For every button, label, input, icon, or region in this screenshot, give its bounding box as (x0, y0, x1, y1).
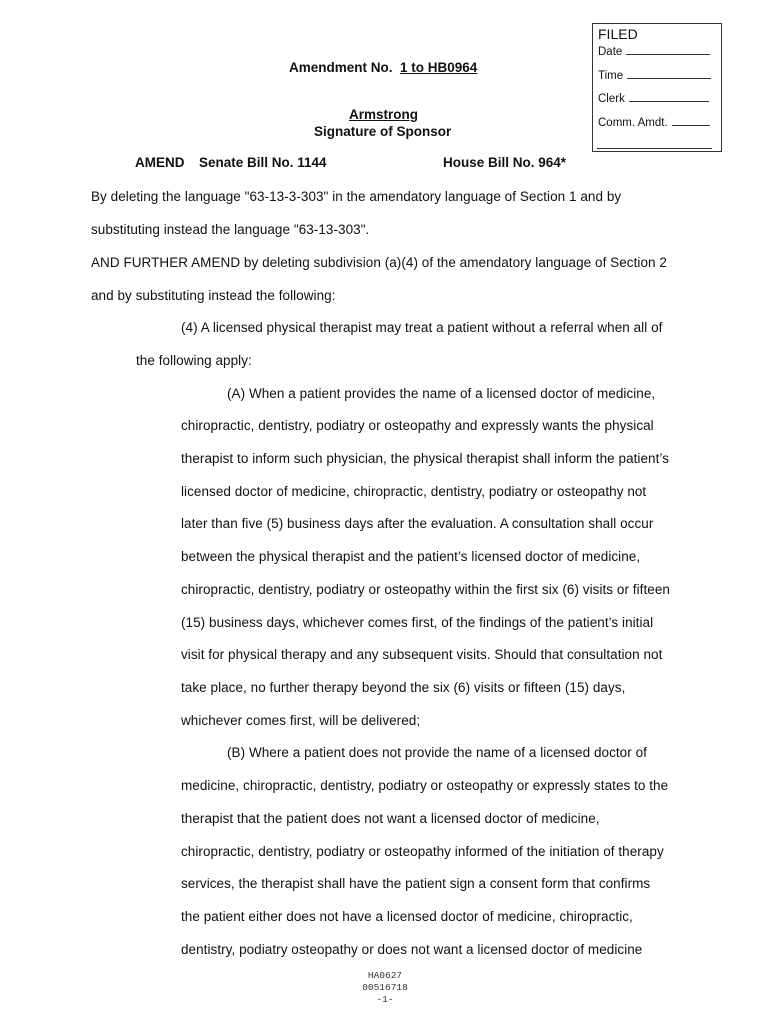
body-line: services, the therapist shall have the patient sign a consent form that confirms (181, 876, 651, 891)
filed-comm-amdt-label: Comm. Amdt. (598, 117, 668, 129)
body-line: licensed doctor of medicine, chiropractic, dentistry, podiatry or osteopathy not (181, 484, 647, 499)
body-line: later than five (5) business days after the evaluation. A consultation shall occur (181, 516, 654, 531)
page-number: -1- (376, 994, 394, 1005)
filed-clerk-label: Clerk (598, 93, 625, 105)
filed-clerk-blank (629, 91, 709, 102)
body-line: AND FURTHER AMEND by deleting subdivision (a)(4) of the amendatory language of Section 2 (91, 255, 667, 270)
filed-title: FILED (598, 26, 638, 42)
filed-time-row (598, 68, 711, 82)
body-line: between the physical therapist and the patient’s licensed doctor of medicine, (181, 549, 641, 564)
body-line: (15) business days, whichever comes first, of the findings of the patient’s initial (181, 615, 654, 630)
body-line: chiropractic, dentistry, podiatry or osteopathy informed of the initiation of therapy (181, 844, 664, 859)
sponsor-caption: Signature of Sponsor (314, 124, 452, 139)
filed-time-label: Time (598, 70, 624, 82)
body-line: whichever comes first, will be delivered; (181, 713, 421, 728)
body-line: (4) A licensed physical therapist may treat a patient without a referral when all of (181, 320, 663, 335)
body-line: (B) Where a patient does not provide the name of a licensed doctor of (227, 745, 647, 760)
body-line: therapist to inform such physician, the physical therapist shall inform the patient’s (181, 451, 669, 466)
body-line: and by substituting instead the following: (91, 288, 336, 303)
amendment-prefix: Amendment No. (289, 60, 393, 75)
body-line: the patient either does not have a licensed doctor of medicine, chiropractic, (181, 909, 633, 924)
filed-clerk-row (598, 91, 709, 105)
house-bill-number: House Bill No. 964* (443, 155, 567, 170)
amendment-heading (289, 60, 477, 75)
filed-comm-amdt-blank (672, 115, 710, 126)
filed-stamp-box (592, 23, 722, 152)
body-line: substituting instead the language "63-13-303". (91, 222, 370, 237)
filed-signature-line (597, 148, 712, 149)
senate-bill-number: Senate Bill No. 1144 (199, 155, 327, 170)
amend-label: AMEND (135, 155, 185, 170)
footer-code-1: HA0627 (367, 970, 403, 981)
body-line: take place, no further therapy beyond the six (6) visits or fifteen (15) days, (181, 680, 626, 695)
filed-comm-amdt-row (598, 115, 710, 129)
footer-code-2: 00516718 (362, 982, 408, 993)
body-line: therapist that the patient does not want a licensed doctor of medicine, (181, 811, 600, 826)
body-line: chiropractic, dentistry, podiatry or osteopathy within the first six (6) visits or fifteen (181, 582, 670, 597)
body-line: (A) When a patient provides the name of a licensed doctor of medicine, (227, 386, 656, 401)
filed-date-blank (626, 44, 710, 55)
filed-date-row (598, 44, 710, 58)
body-line: the following apply: (136, 353, 252, 368)
amendment-number: 1 to HB0964 (400, 60, 478, 75)
body-line: dentistry, podiatry osteopathy or does not want a licensed doctor of medicine (181, 942, 643, 957)
filed-date-label: Date (598, 46, 623, 58)
sponsor-name: Armstrong (349, 107, 419, 122)
filed-time-blank (627, 68, 711, 79)
body-line: visit for physical therapy and any subsequent visits. Should that consultation not (181, 647, 663, 662)
body-line: chiropractic, dentistry, podiatry or osteopathy and expressly wants the physical (181, 418, 654, 433)
body-line: By deleting the language "63-13-3-303" in the amendatory language of Section 1 and by (91, 189, 622, 204)
body-line: medicine, chiropractic, dentistry, podiatry or osteopathy or expressly states to the (181, 778, 669, 793)
